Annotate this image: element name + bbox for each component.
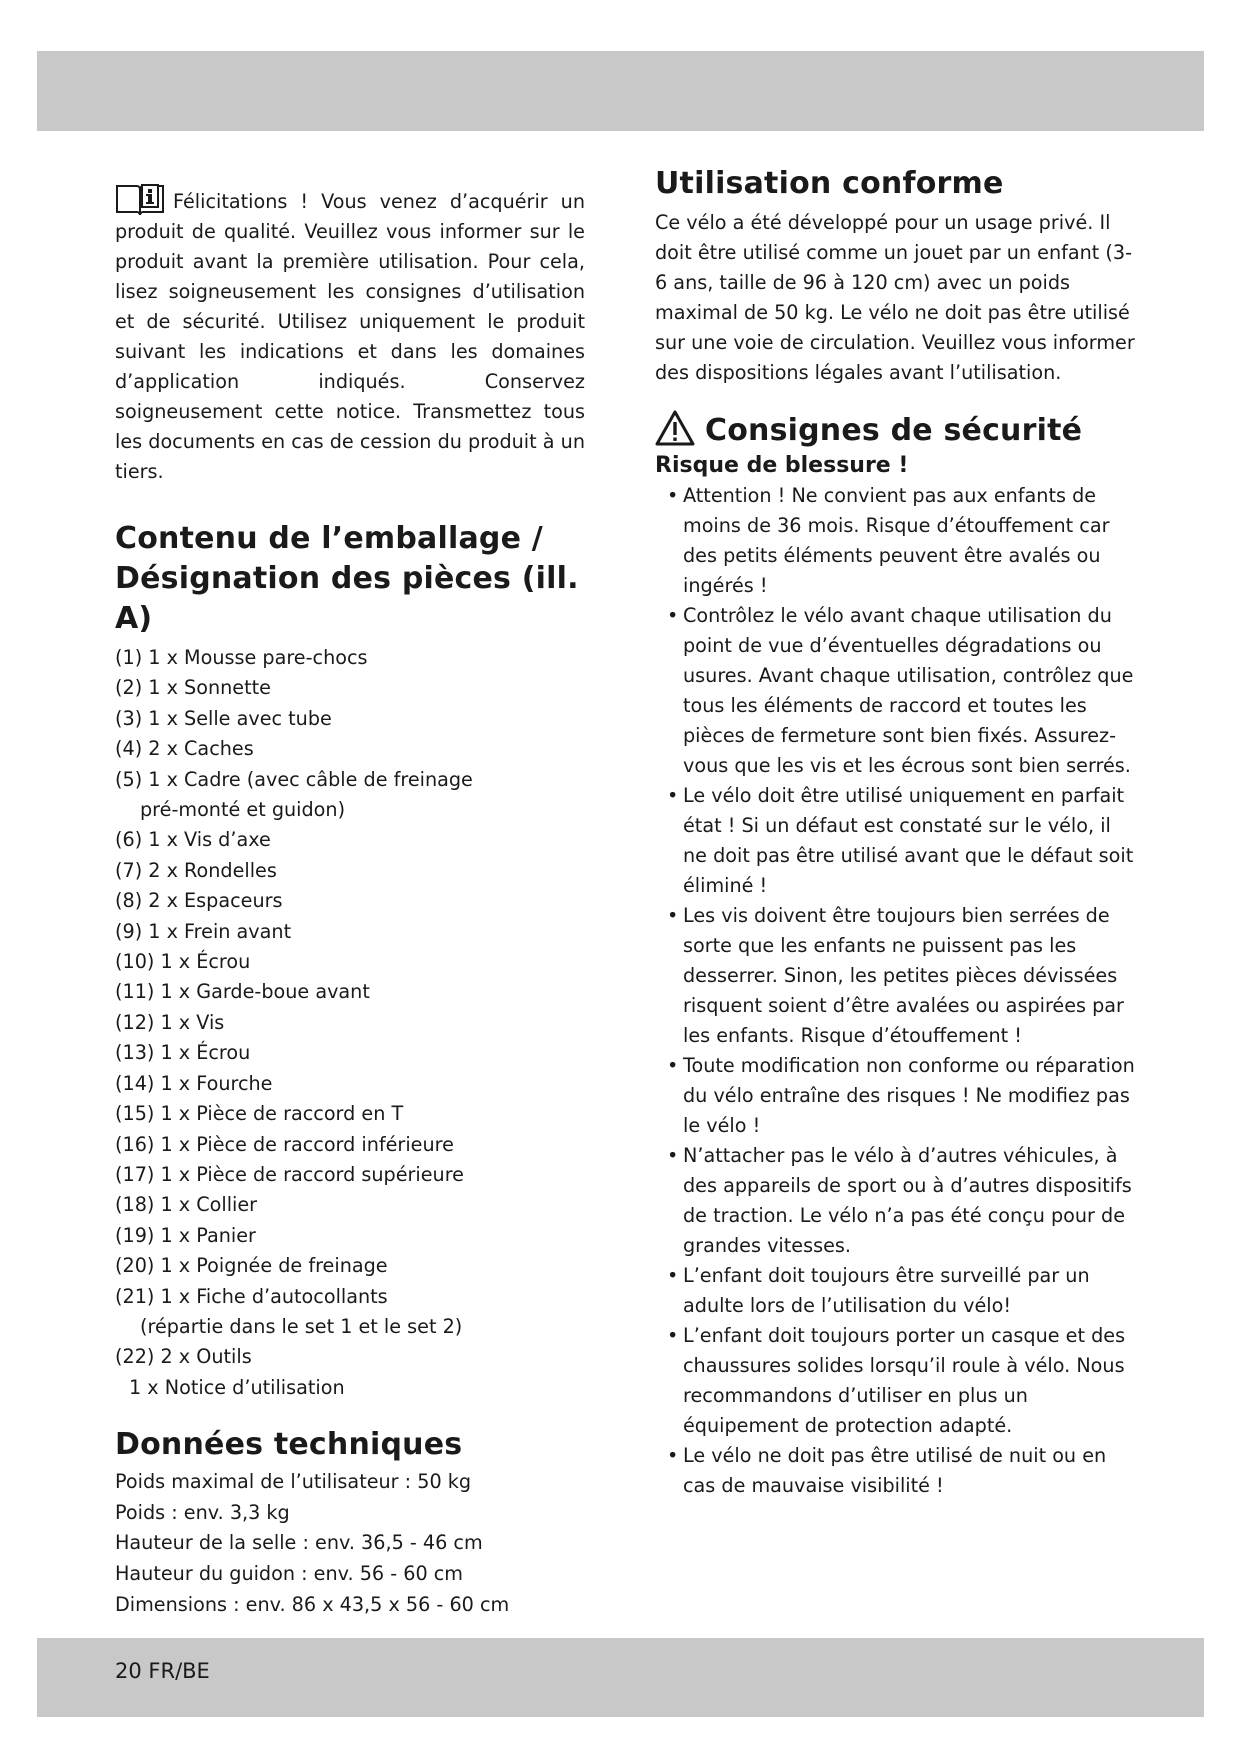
list-item: (19) 1 x Panier xyxy=(115,1223,256,1247)
specs-list xyxy=(115,1467,585,1620)
warning-icon xyxy=(655,410,695,446)
specs-title: Données techniques xyxy=(115,1427,463,1463)
list-item: Poids maximal de l’utilisateur : 50 kg xyxy=(115,1470,472,1494)
right-column xyxy=(655,164,1135,1501)
page-number: 20 FR/BE xyxy=(115,1659,210,1683)
list-item: • L’enfant doit toujours porter un casque et des chaussures solides lorsqu’il roule à vélo. Nous recommandons d’utiliser en plus un équipement de protection adapté. xyxy=(667,1324,1126,1437)
list-item: (8) 2 x Espaceurs xyxy=(115,889,283,913)
usage-paragraph: Ce vélo a été développé pour un usage privé. Il doit être utilisé comme un jouet par un enfant (3-6 ans, taille de 96 à 120 cm) avec un poids maximal de 50 kg. Le vélo ne doit pas être utilisé sur une voie de circulation. Veuillez vous informer des dispositions légales avant l’utilisation. xyxy=(655,211,1135,384)
safety-title-text: Consignes de sécurité xyxy=(705,413,1083,448)
usage-title: Utilisation conforme xyxy=(655,166,1004,201)
list-item: 1 x Notice d’utilisation xyxy=(129,1375,345,1399)
list-item: • Contrôlez le vélo avant chaque utilisation du point de vue d’éventuelles dégradations ou usures. Avant chaque utilisation, contrôlez que tous les éléments de raccord et toutes les pièces de fermeture sont bien fixés. Assurez-vous que les vis et les écrous sont bien serrés. xyxy=(667,604,1134,777)
list-item: (répartie dans le set 1 et le set 2) xyxy=(140,1314,463,1338)
safety-title xyxy=(655,410,1135,451)
list-item: (2) 1 x Sonnette xyxy=(115,676,271,700)
list-item: (12) 1 x Vis xyxy=(115,1010,225,1034)
list-item: Hauteur de la selle : env. 36,5 - 46 cm xyxy=(115,1531,483,1555)
contents-title-line1: Contenu de l’emballage / xyxy=(115,521,543,556)
list-item: Poids : env. 3,3 kg xyxy=(115,1500,290,1524)
list-item: (5) 1 x Cadre (avec câble de freinage xyxy=(115,767,473,791)
list-item: (14) 1 x Fourche xyxy=(115,1071,273,1095)
list-item: • Le vélo ne doit pas être utilisé de nuit ou en cas de mauvaise visibilité ! xyxy=(667,1444,1107,1497)
list-item: (1) 1 x Mousse pare-chocs xyxy=(115,646,368,669)
contents-title xyxy=(115,519,585,639)
list-item: • Toute modification non conforme ou réparation du vélo entraîne des risques ! Ne modifiez pas le vélo ! xyxy=(667,1054,1135,1137)
safety-list xyxy=(655,481,1135,1501)
list-item: (11) 1 x Garde-boue avant xyxy=(115,980,370,1004)
header-band xyxy=(37,51,1204,131)
list-item: Dimensions : env. 86 x 43,5 x 56 - 60 cm xyxy=(115,1592,510,1616)
list-item: • Attention ! Ne convient pas aux enfants de moins de 36 mois. Risque d’étouffement car des petits éléments peuvent être avalés ou ingérés ! xyxy=(667,484,1110,597)
list-item: (22) 2 x Outils xyxy=(115,1345,252,1369)
list-item: (18) 1 x Collier xyxy=(115,1193,258,1217)
list-item: (13) 1 x Écrou xyxy=(115,1041,251,1065)
list-item: Hauteur du guidon : env. 56 - 60 cm xyxy=(115,1561,463,1585)
list-item: • N’attacher pas le vélo à d’autres véhicules, à des appareils de sport ou à d’autres dispositifs de traction. Le vélo n’a pas été conçu pour de grandes vitesses. xyxy=(667,1144,1132,1257)
list-item: (15) 1 x Pièce de raccord en T xyxy=(115,1102,404,1126)
list-item: (7) 2 x Rondelles xyxy=(115,858,277,882)
list-item: (4) 2 x Caches xyxy=(115,737,254,761)
intro-paragraph xyxy=(115,182,585,487)
list-item: (17) 1 x Pièce de raccord supérieure xyxy=(115,1162,464,1186)
list-item: (21) 1 x Fiche d’autocollants xyxy=(115,1284,388,1308)
safety-subtitle: Risque de blessure ! xyxy=(655,453,909,478)
list-item: • Le vélo doit être utilisé uniquement en parfait état ! Si un défaut est constaté sur le vélo, il ne doit pas être utilisé avant que le défaut soit éliminé ! xyxy=(667,784,1134,897)
left-column xyxy=(115,182,585,1620)
list-item: pré-monté et guidon) xyxy=(140,798,346,822)
list-item: (10) 1 x Écrou xyxy=(115,950,251,974)
list-item: (20) 1 x Poignée de freinage xyxy=(115,1254,388,1278)
list-item: • Les vis doivent être toujours bien serrées de sorte que les enfants ne puissent pas les desserrer. Sinon, les petites pièces dévissées risquent soient d’être avalées ou aspirées par les enfants. Risque d’étouffement ! xyxy=(667,904,1124,1047)
footer-band xyxy=(37,1638,1204,1717)
list-item: • L’enfant doit toujours être surveillé par un adulte lors de l’utilisation du vélo! xyxy=(667,1264,1090,1317)
list-item: (3) 1 x Selle avec tube xyxy=(115,706,332,730)
parts-list xyxy=(115,643,585,1403)
list-item: (9) 1 x Frein avant xyxy=(115,919,292,943)
list-item: (16) 1 x Pièce de raccord inférieure xyxy=(115,1132,454,1156)
contents-title-line2: Désignation des pièces (ill. A) xyxy=(115,561,579,636)
list-item: (6) 1 x Vis d’axe xyxy=(115,828,271,852)
intro-text: Félicitations ! Vous venez d’acquérir un produit de qualité. Veuillez vous informer sur le produit avant la première utilisation. Pour cela, lisez soigneusement les consignes d’utilisation et de sécurité. Utilisez uniquement le produit suivant les indications et dans les domaines d’application indiqués. Conservez soigneusement cette notice. Transmettez tous les documents en cas de cession du produit à un tiers. xyxy=(115,190,585,483)
read-manual-icon xyxy=(115,182,165,216)
